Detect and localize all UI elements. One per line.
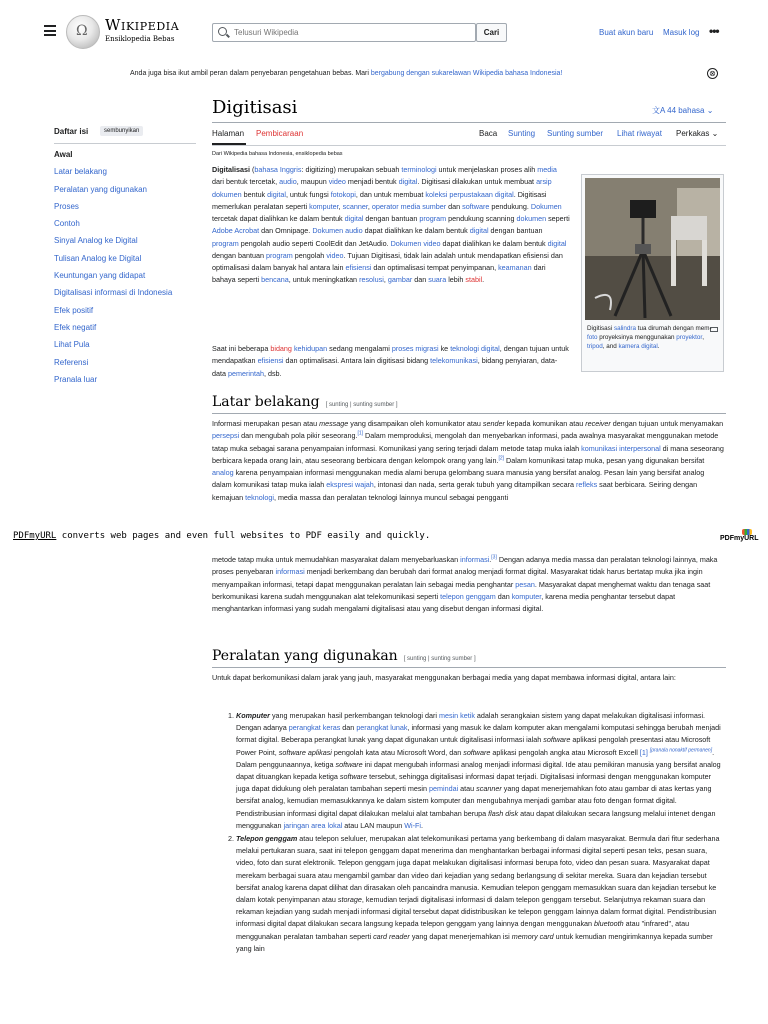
more-options-icon[interactable]: ••• xyxy=(709,24,719,38)
language-button[interactable]: 文A 44 bahasa ⌄ xyxy=(652,106,714,115)
list-item: 1. Komputer yang merupakan hasil perkembangan teknologi dari mesin ketik adalah serangkaian sistem yang dapat melakukan digitalisasi informasi. Dengan adanya perangkat keras dan perangkat lunak, informasi yang masuk ke dalam komputer akan mengalami komputasi sehingga berubah menjadi format digital. Beberapa perangkat lunak yang dapat digunakan untuk digitalisasi informasi ialah software aplikasi pengolah presentasi atau Microsoft Power Point, software aplikasi pengolah kata atau Microsoft Word, dan software aplikasi pengolah angka atau Microsoft Excell [1] [pranala nonaktif permanen]. Dalam penggunaannya, ketiga software ini dapat mengubah informasi analog menjadi informasi digital. Ide atau pemikiran manusia yang bersifat analog dapat dituangkan kepada ketiga software tersebut, sehingga digitalisasi informasi dapat terjadi. Digitalisasi informasi dengan menggunakan komputer juga dapat didukung oleh peralatan tambahan seperti mesin pemindai atau scanner yang dapat menerjemahkan foto atau gambar di atas kertas yang bersifat analog, kemudian memasukkannya ke dalam sistem komputer dan mengubahnya menjadi gambar atau foto dengan format digital. Pendistribusian informasi digital dapat dilakukan melalui alat tambahan berupa flash disk atau dapat dilakukan secara langsung melalui intenet dengan menggunakan jaringan area lokal atau LAN maupun Wi-Fi. xyxy=(236,710,724,832)
toc-item-efek-positif[interactable]: Efek positif xyxy=(54,305,94,315)
main-menu-icon[interactable] xyxy=(44,25,56,36)
section-edit-links[interactable]: [ sunting | sunting sumber ] xyxy=(403,656,476,662)
page-title: Digitisasi xyxy=(212,97,298,118)
toc-item-keuntungan[interactable]: Keuntungan yang didapat xyxy=(54,271,146,281)
toc-item-efek-negatif[interactable]: Efek negatif xyxy=(54,322,97,332)
banner-join-link[interactable]: bergabung dengan sukarelawan Wikipedia bahasa Indonesia! xyxy=(370,70,563,77)
tabs-divider xyxy=(212,145,726,146)
section-edit-links[interactable]: [ sunting | sunting sumber ] xyxy=(325,402,398,408)
banner-text: Anda juga bisa ikut ambil peran dalam penyebaran pengetahuan bebas. Mari bergabung dengan sukarelawan Wikipedia bahasa Indonesia! xyxy=(130,70,563,77)
tab-talk[interactable]: Pembicaraan xyxy=(256,129,304,138)
latar-belakang-paragraph: Informasi merupakan pesan atau message yang disampaikan oleh komunikator atau sender kepada komunikan atau receiver dengan tujuan untuk menyamakan persepsi dan mengubah pola pikir seseorang.[1] Dalam memproduksi, mengolah dan menyebarkan informasi, pada awalnya masyarakat menggunakan metode tatap muka sebagai sarana penyampaian informasi. Komunikasi yang sering terjadi dalam metode tatap muka ialah komunikasi interpersonal di mana seseorang berbicara kepada orang lain, atau seseorang berbicara dengan kelompok orang yang lain.[2] Dalam komunikasi tatap muka, pesan yang digunakan bersifat analog karena penyampaian informasi menggunakan media alami berupa gelombang suara manusia yang bersifat analog. Pesan lain yang bersifat analog dalam komunikasi tatap muka ialah ekspresi wajah, intonasi dan nada, serta gerak tubuh yang ditampilkan secara refleks saat berbicara. Seiring dengan kemajuan teknologi, media massa dan peralatan teknologi lainnya muncul sebagai pengganti xyxy=(212,419,724,502)
toc-title: Daftar isi xyxy=(54,127,89,136)
toc-item-sinyal-analog[interactable]: Sinyal Analog ke Digital xyxy=(54,236,138,246)
search-input[interactable] xyxy=(234,26,472,39)
tab-read[interactable]: Baca xyxy=(479,129,498,138)
search-button[interactable]: Cari xyxy=(476,23,507,42)
site-header xyxy=(0,0,768,62)
equipment-list xyxy=(212,710,724,1024)
toc-hide-button[interactable]: sembunyikan xyxy=(100,126,143,136)
wikipedia-globe-logo[interactable] xyxy=(66,15,100,49)
pdfmyurl-logo[interactable]: PDFmyURL xyxy=(720,535,759,542)
lead-paragraph: Digitalisasi (bahasa Inggris: digitizing) merupakan sebuah terminologi untuk menjelaskan proses alih media dari bentuk tercetak, audio, maupun video menjadi bentuk digital. Digitisasi dilakukan untuk membuat arsip dokumen bentuk digital, untuk fungsi fotokopi, dan untuk membuat koleksi perpustakaan digital. Digitisasi memerlukan peralatan seperti komputer, scanner, operator media sumber dan software pendukung. Dokumen tercetak dapat dialihkan ke dalam bentuk digital dengan bantuan program pendukung scanning dokumen seperti Adobe Acrobat dan Omnipage. Dokumen audio dapat dialihkan ke dalam bentuk digital dengan bantuan program pengolah audio seperti CoolEdit dan JetAudio. Dokumen video dapat dialihkan ke dalam bentuk digital dengan bantuan program pengolah video. Tujuan Digitisasi, tidak lain adalah untuk mendapatkan efisiensi dan optimalisasi dalam banyak hal antara lain efisiensi dan optimalisasi tempat penyimpanan, keamanan dari bahaya seperti bencana, untuk meningkatkan resolusi, gambar dan suara lebih stabil. xyxy=(212,165,570,285)
figure-caption: Digitisasi salindra tua dirumah dengan mem-foto proyeksinya menggunakan proyektor, tripod, and kamera digital. xyxy=(587,325,712,350)
toc-item-contoh[interactable]: Contoh xyxy=(54,219,80,229)
toc-item-awal[interactable]: Awal xyxy=(54,150,73,159)
create-account-link[interactable]: Buat akun baru xyxy=(599,28,654,37)
toc-item-referensi[interactable]: Referensi xyxy=(54,357,89,367)
latar-belakang-paragraph-cont: metode tatap muka untuk memudahkan masyarakat dalam menyebarluaskan informasi.[3] Dengan adanya media massa dan peralatan teknologi lainnya, maka proses penyebaran informasi menjadi berkembang dan berubah dari format analog menjadi format digital. Masyarakat tidak harus bertatap muka jika ingin menyampaikan informasi, tetapi dapat menggunakan peralatan lain sebagai media penghantar pesan. Masyarakat dapat menghemat waktu dan tenaga saat berkomunikasi karena sudah menggunakan alat telekomunikasi seperti telepon genggam dan komputer, karena media penghantar tersebut dapat menghantarkan informasi yang sudah mengalami digitalisasi atau yang disebut dengan informasi digital. xyxy=(212,554,718,613)
site-notice-banner xyxy=(0,68,768,82)
section-divider xyxy=(212,413,726,414)
wikipedia-wordmark[interactable]: Wikipedia xyxy=(105,16,180,34)
login-link[interactable]: Masuk log xyxy=(663,28,700,37)
toc-item-tulisan-analog[interactable]: Tulisan Analog ke Digital xyxy=(54,253,142,263)
section-divider xyxy=(212,667,726,668)
infobox-figure xyxy=(581,174,724,372)
close-icon[interactable]: ⊗ xyxy=(707,68,718,79)
wikipedia-tagline: Ensiklopedia Bebas xyxy=(105,35,175,43)
toc-item-latar-belakang[interactable]: Latar belakang xyxy=(54,167,107,177)
tab-article[interactable]: Halaman xyxy=(212,129,245,138)
tab-history[interactable]: Lihat riwayat xyxy=(617,129,662,138)
pdf-footer-bar xyxy=(0,527,768,548)
table-of-contents xyxy=(54,146,204,388)
pdf-footer-text: PDFmyURL converts web pages and even full websites to PDF easily and quickly. xyxy=(13,531,431,541)
search-icon xyxy=(218,27,227,36)
search-box[interactable] xyxy=(212,23,476,42)
toc-item-lihat-pula[interactable]: Lihat Pula xyxy=(54,340,90,350)
tab-tools[interactable]: Perkakas ⌄ xyxy=(676,129,719,138)
digitization-setup-image[interactable] xyxy=(585,178,720,320)
heading-latar-belakang: Latar belakang [ sunting | sunting sumber ] xyxy=(212,394,398,410)
tab-edit-source[interactable]: Sunting sumber xyxy=(547,129,604,138)
site-subtitle: Dari Wikipedia bahasa Indonesia, ensiklopedia bebas xyxy=(212,151,343,157)
tab-edit[interactable]: Sunting xyxy=(508,129,536,138)
lead-paragraph-2: Saat ini beberapa bidang kehidupan sedang mengalami proses migrasi ke teknologi digital, dengan tujuan untuk mendapatkan efisiensi dan optimalisasi. Antara lain digitisasi bidang telekomunikasi, bidang penyiaran, data-data pemerintah, dsb. xyxy=(212,344,569,378)
heading-peralatan: Peralatan yang digunakan [ sunting | sunting sumber ] xyxy=(212,648,476,664)
title-divider xyxy=(212,122,726,123)
toc-item-pranala-luar[interactable]: Pranala luar xyxy=(54,374,98,384)
toc-item-peralatan[interactable]: Peralatan yang digunakan xyxy=(54,184,147,194)
toc-item-digitalisasi-indonesia[interactable]: Digitalisasi informasi di Indonesia xyxy=(54,288,173,298)
toc-divider xyxy=(54,143,196,144)
list-item: 2. Telepon genggam atau telepon seluluer, merupakan alat telekomunikasi pertama yang berkembang di dalam masyarakat. Bermula dari fitur sederhana melalui pertukaran suara, saat ini telepon genggam dapat menerima dan menghantarkan berbagai informasi digital seperti pesan teks, pesan suara, video, foto dan surat elektronik. Telepon genggam juga dapat melakukan digitalisasi informasi berupa foto, video dan pesan suara. Masyarakat dapat merekam berbagai suara atau mengambil gambar dan video dari kejadian yang sedang berlangsung di sekitar mereka. Suara dan kejadian tersebut bersifat analog karena dapat dilihat dan dirasakan oleh pancaindra manusia. Kemudian telepon genggam memasukkan suara dan kejadian tersebut ke dalam kotak penyimpanan atau storage, kemudian terjadi digitalisasi informasi di dalam telepon genggam tersebut. Selanjutnya rekaman suara dan rekaman kejadian yang sudah menjadi informasi digital tersebut dapat didistribusikan ke telepon genggam lainnya dalam format digital. Pendistribusian informasi digital dapat dilakukan secara langsung kepada telepon genggam yang lainnya dengan menggunakan bluetooth atau "infrared", atau menggunakan peralatan tambahan seperti card reader yang dapat menerjemahkan isi memory card untuk kemudian mengirimkannya kepada sumber yang lain xyxy=(236,833,724,955)
peralatan-intro: Untuk dapat berkomunikasi dalam jarak yang jauh, masyarakat menggunakan berbagai media yang dapat membawa informasi digital, antara lain: xyxy=(212,673,676,682)
pdfmyurl-link[interactable]: PDFmyURL xyxy=(13,531,57,541)
toc-item-proses[interactable]: Proses xyxy=(54,201,79,211)
